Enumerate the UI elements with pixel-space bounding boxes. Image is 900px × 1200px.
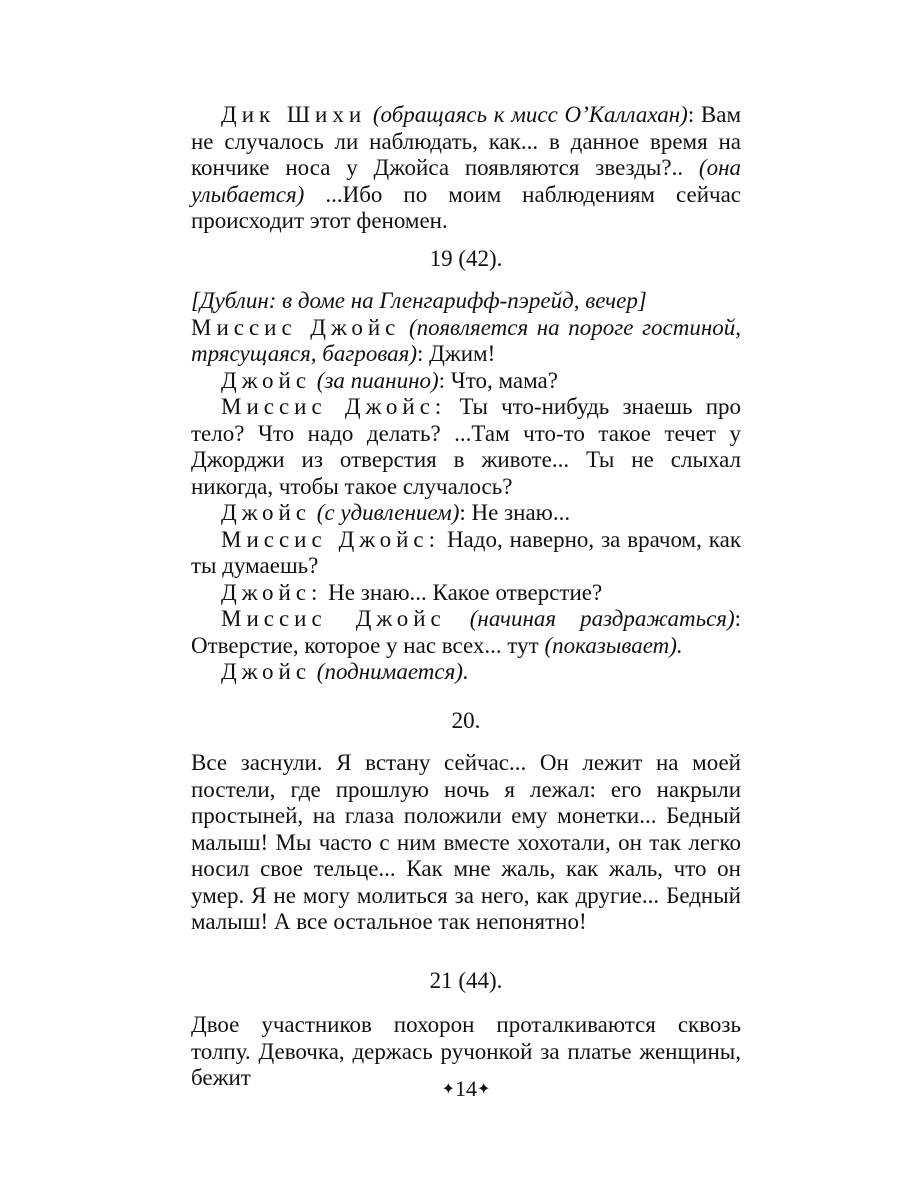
line-text: Не знаю... Какое отверстие? — [322, 579, 603, 605]
line-text: : Джим! — [417, 341, 496, 366]
line-text: Ты что-нибудь знаешь про тело? Что надо делать? ...Там что-то такое течет у Джорджи из отверстия в животе... Ты не слыхал никогда, чтобы такое случалось? — [191, 394, 742, 499]
speaker-name: Джойс — [221, 367, 312, 393]
line-text: : Не знаю... — [459, 500, 571, 525]
page-number — [191, 1076, 741, 1102]
dialogue-line — [191, 500, 741, 527]
section-number: 21 (44). — [429, 968, 503, 993]
dialogue-line — [191, 102, 741, 235]
stage-direction: (она улыбается) — [191, 155, 741, 207]
speaker-name: Джойс — [221, 659, 312, 684]
line-text: : Что, мама? — [438, 367, 558, 393]
dialogue-line — [191, 394, 741, 500]
line-text: Надо, наверно, за врачом, как ты думаешь? — [191, 526, 741, 578]
speaker-name: Дик Шихи — [221, 102, 367, 127]
dialogue-line — [191, 659, 741, 686]
speaker-name: Миссис Джойс: — [221, 394, 447, 419]
dialogue-line — [191, 368, 741, 395]
stage-direction: (за пианино) — [316, 367, 439, 393]
stage-direction: (поднимается) — [316, 659, 463, 684]
stage-direction: (обращаясь к мисс О’Каллахан) — [372, 102, 688, 127]
page-number-text: 14 — [455, 1076, 477, 1101]
speaker-name: Джойс — [221, 500, 312, 525]
stage-direction: (появляется на пороге гостиной, трясущаяся, багровая) — [191, 314, 742, 366]
dialogue-line — [191, 315, 741, 368]
scene-19 — [191, 288, 741, 686]
ornament-right-icon: ✦ — [477, 1081, 491, 1098]
dialogue-line — [191, 606, 741, 659]
line-text: : Отверстие, которое у нас всех... тут — [191, 606, 742, 658]
scene-20 — [191, 750, 741, 936]
stage-direction: (показывает) — [544, 632, 677, 658]
line-text: : Вам не случалось ли наблюдать, как... в данное время на кончике носа у Джойса появляются звезды?.. — [191, 102, 741, 180]
paragraph: Двое участников похорон проталкиваются сквозь толпу. Девочка, держась ручонкой за платье женщины, бежит — [191, 1012, 741, 1090]
dialogue-block-1 — [191, 102, 741, 235]
speaker-name: Миссис Джойс — [191, 314, 401, 340]
stage-direction: (начиная раздражаться) — [469, 606, 735, 631]
line-end: . — [462, 659, 469, 684]
speaker-name: Джойс: — [221, 579, 323, 605]
line-end: . — [676, 632, 683, 658]
speaker-name: Миссис Джойс — [221, 606, 446, 631]
stage-direction: (с удивлением) — [316, 500, 460, 525]
line-text: ...Ибо по моим наблюдениям сейчас происходит этот феномен. — [191, 181, 741, 233]
paragraph: Все заснули. Я встану сейчас... Он лежит на моей постели, где прошлую ночь я лежал: его накрыли простыней, на глаза положили ему монетки... Бедный малыш! Мы часто с ним вместе хохотали, он так легко носил свое тельце... Как мне жаль, как жаль, что он умер. Я не могу молиться за него, как другие... Бедный малыш! А все остальное так непонятно! — [191, 750, 741, 934]
dialogue-line — [191, 527, 741, 580]
section-number: 20. — [451, 708, 481, 733]
speaker-name: Миссис Джойс: — [221, 526, 441, 552]
ornament-left-icon: ✦ — [441, 1081, 455, 1098]
dialogue-line — [191, 580, 741, 607]
scene-setting: [Дублин: в доме на Гленгарифф-пэрейд, вечер] — [191, 288, 647, 313]
section-number: 19 (42). — [429, 246, 503, 271]
